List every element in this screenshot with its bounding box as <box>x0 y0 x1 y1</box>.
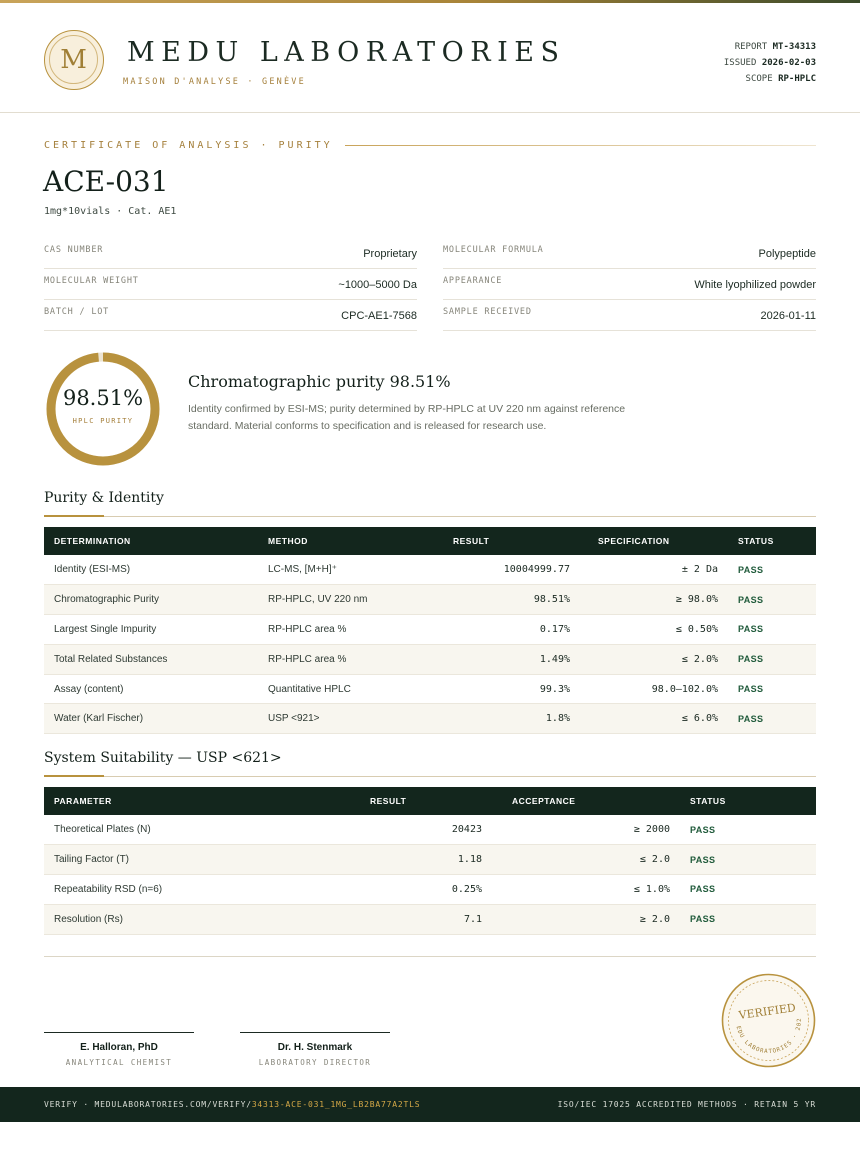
verified-seal-graphic <box>721 973 816 1068</box>
column-header: PARAMETER <box>54 796 112 806</box>
column-header: STATUS <box>690 796 726 806</box>
table-cell-value: ± 2 Da <box>681 564 718 576</box>
product-subtitle: 1mg*10vials · Cat. AE1 <box>44 206 177 217</box>
table-cell: Theoretical Plates (N) <box>54 824 151 836</box>
table-cell: RP-HPLC, UV 220 nm <box>268 594 368 606</box>
table-cell-value: 10004999.77 <box>503 564 570 576</box>
table-row <box>44 585 816 615</box>
scope-line <box>724 71 816 87</box>
seal-title: VERIFIED <box>737 1001 797 1023</box>
brand-tagline: MAISON D'ANALYSE · GENÈVE <box>123 77 306 87</box>
verified-seal <box>721 973 816 1068</box>
table-row <box>44 875 816 905</box>
eyebrow-divider <box>345 145 816 146</box>
footer-verify <box>44 1100 420 1109</box>
spec-row <box>443 300 816 331</box>
report-number-label: REPORT <box>734 42 768 52</box>
spec-grid <box>44 238 816 331</box>
table-cell-value: ≥ 98.0% <box>675 594 718 606</box>
spec-value: White lyophilized powder <box>694 279 816 291</box>
spec-value: CPC-AE1-7568 <box>341 310 417 322</box>
table-cell-value: 99.3% <box>539 683 570 695</box>
table-cell-value: 98.51% <box>533 594 570 606</box>
spec-row <box>44 238 417 269</box>
table-cell-value: 0.25% <box>451 883 482 895</box>
table-cell: RP-HPLC area % <box>268 653 347 665</box>
table-row <box>44 555 816 585</box>
certificate-eyebrow: CERTIFICATE OF ANALYSIS · PURITY <box>44 139 333 151</box>
issued-date-line <box>724 55 816 71</box>
status-badge: PASS <box>738 594 764 605</box>
table-cell-value: 1.8% <box>545 713 570 725</box>
table-cell: Resolution (Rs) <box>54 913 123 925</box>
purity-identity-table <box>44 527 816 734</box>
column-header: STATUS <box>738 536 774 546</box>
spec-label: MOLECULAR FORMULA <box>443 245 544 255</box>
signature-block <box>240 1032 390 1067</box>
scope: RP-HPLC <box>778 74 816 84</box>
table-cell: Tailing Factor (T) <box>54 854 130 866</box>
table-cell: Total Related Substances <box>54 653 168 665</box>
spec-label: MOLECULAR WEIGHT <box>44 276 139 286</box>
signature-role: LABORATORY DIRECTOR <box>258 1058 372 1067</box>
report-meta <box>724 39 816 87</box>
header <box>0 3 860 113</box>
report-number-line <box>724 39 816 55</box>
footer-accreditation: ISO/IEC 17025 ACCREDITED METHODS · RETAIN 5 YR <box>557 1100 816 1109</box>
table-cell-value: 1.18 <box>457 854 482 866</box>
column-header: METHOD <box>268 536 308 546</box>
table-row <box>44 615 816 645</box>
table-cell-value: 20423 <box>451 824 482 836</box>
purity-summary-text: Identity confirmed by ESI-MS; purity determined by RP-HPLC at UV 220 nm against reference standard. Material conforms to specification and is released for research use. <box>188 403 626 432</box>
system-suitability-title: System Suitability — USP <621> <box>44 750 282 766</box>
spec-label: SAMPLE RECEIVED <box>443 307 532 317</box>
seal-ring-text: MEDU LABORATORIES · 2026 <box>734 1017 804 1056</box>
column-header: RESULT <box>370 796 407 806</box>
table-cell: Water (Karl Fischer) <box>54 713 144 725</box>
scope-label: SCOPE <box>745 74 773 84</box>
status-badge: PASS <box>690 854 716 865</box>
table-header-row <box>44 787 816 815</box>
table-cell: Identity (ESI-MS) <box>54 564 131 576</box>
signature-block <box>44 1032 194 1067</box>
status-badge: PASS <box>738 684 764 695</box>
table-row <box>44 815 816 845</box>
table-row <box>44 904 816 934</box>
report-number: MT-34313 <box>772 42 816 52</box>
signature-name: E. Halloran, PhD <box>80 1042 158 1053</box>
table-cell: USP <921> <box>268 713 320 725</box>
spec-label: APPEARANCE <box>443 276 503 286</box>
table-cell: LC-MS, [M+H]⁺ <box>268 564 337 576</box>
column-header: SPECIFICATION <box>598 536 670 546</box>
purity-identity-title: Purity & Identity <box>44 490 164 506</box>
signature-name: Dr. H. Stenmark <box>277 1042 353 1053</box>
status-badge: PASS <box>738 654 764 665</box>
footer-verify-prefix: VERIFY · MEDULABORATORIES.COM/VERIFY/ <box>44 1100 252 1109</box>
verification-link[interactable]: 34313-ACE-031_1MG_LB2BA77A2TLS <box>251 1100 421 1109</box>
lab-logo <box>44 30 104 90</box>
footer <box>0 1087 860 1122</box>
table-cell: RP-HPLC area % <box>268 623 347 635</box>
issued-date-label: ISSUED <box>723 58 757 68</box>
purity-identity-rule <box>44 516 816 517</box>
table-header-row <box>44 527 816 555</box>
spec-label: CAS NUMBER <box>44 245 104 255</box>
lab-logo-letter: M <box>60 44 87 75</box>
column-header: DETERMINATION <box>54 536 131 546</box>
table-cell-value: 98.0–102.0% <box>651 683 718 695</box>
spec-label: BATCH / LOT <box>44 307 110 317</box>
table-cell-value: ≤ 2.0% <box>681 653 718 665</box>
purity-gauge <box>44 350 162 468</box>
table-cell: Quantitative HPLC <box>268 683 351 695</box>
purity-summary-title: Chromatographic purity 98.51% <box>188 372 451 391</box>
product-name: ACE-031 <box>43 165 169 198</box>
table-cell-value: 0.17% <box>539 623 570 635</box>
table-cell-value: ≥ 2000 <box>633 824 670 836</box>
brand-name: MEDU LABORATORIES <box>127 37 566 68</box>
signature-role: ANALYTICAL CHEMIST <box>65 1058 173 1067</box>
system-suitability-rule <box>44 776 816 777</box>
system-suitability-table <box>44 787 816 935</box>
spec-row <box>44 300 417 331</box>
table-cell: Largest Single Impurity <box>54 623 157 635</box>
purity-gauge-label: HPLC PURITY <box>72 417 134 425</box>
spec-value: ~1000–5000 Da <box>338 279 417 291</box>
spec-value: Polypeptide <box>758 248 816 260</box>
table-row <box>44 674 816 704</box>
lab-logo-ring <box>49 35 98 84</box>
table-cell-value: 1.49% <box>539 653 570 665</box>
table-cell-value: ≤ 1.0% <box>633 883 670 895</box>
spec-row <box>443 269 816 300</box>
spec-value: 2026-01-11 <box>760 310 816 322</box>
status-badge: PASS <box>690 914 716 925</box>
issued-date: 2026-02-03 <box>761 58 816 68</box>
table-cell-value: ≤ 2.0 <box>639 854 670 866</box>
signature-divider <box>44 956 816 957</box>
status-badge: PASS <box>690 884 716 895</box>
status-badge: PASS <box>738 624 764 635</box>
status-badge: PASS <box>738 564 764 575</box>
table-cell: Repeatability RSD (n=6) <box>54 883 163 895</box>
spec-row <box>443 238 816 269</box>
table-row <box>44 644 816 674</box>
spec-value: Proprietary <box>363 248 417 260</box>
table-row <box>44 704 816 734</box>
status-badge: PASS <box>690 824 716 835</box>
table-cell-value: ≤ 6.0% <box>681 713 718 725</box>
purity-gauge-value: 98.51% <box>62 386 144 410</box>
status-badge: PASS <box>738 713 764 724</box>
table-row <box>44 845 816 875</box>
table-cell-value: 7.1 <box>463 913 482 925</box>
table-cell: Assay (content) <box>54 683 124 695</box>
table-cell-value: ≤ 0.50% <box>675 623 718 635</box>
table-cell-value: ≥ 2.0 <box>639 913 670 925</box>
spec-row <box>44 269 417 300</box>
table-cell: Chromatographic Purity <box>54 594 160 606</box>
certificate-eyebrow-row <box>44 139 816 151</box>
column-header: RESULT <box>453 536 490 546</box>
column-header: ACCEPTANCE <box>512 796 576 806</box>
